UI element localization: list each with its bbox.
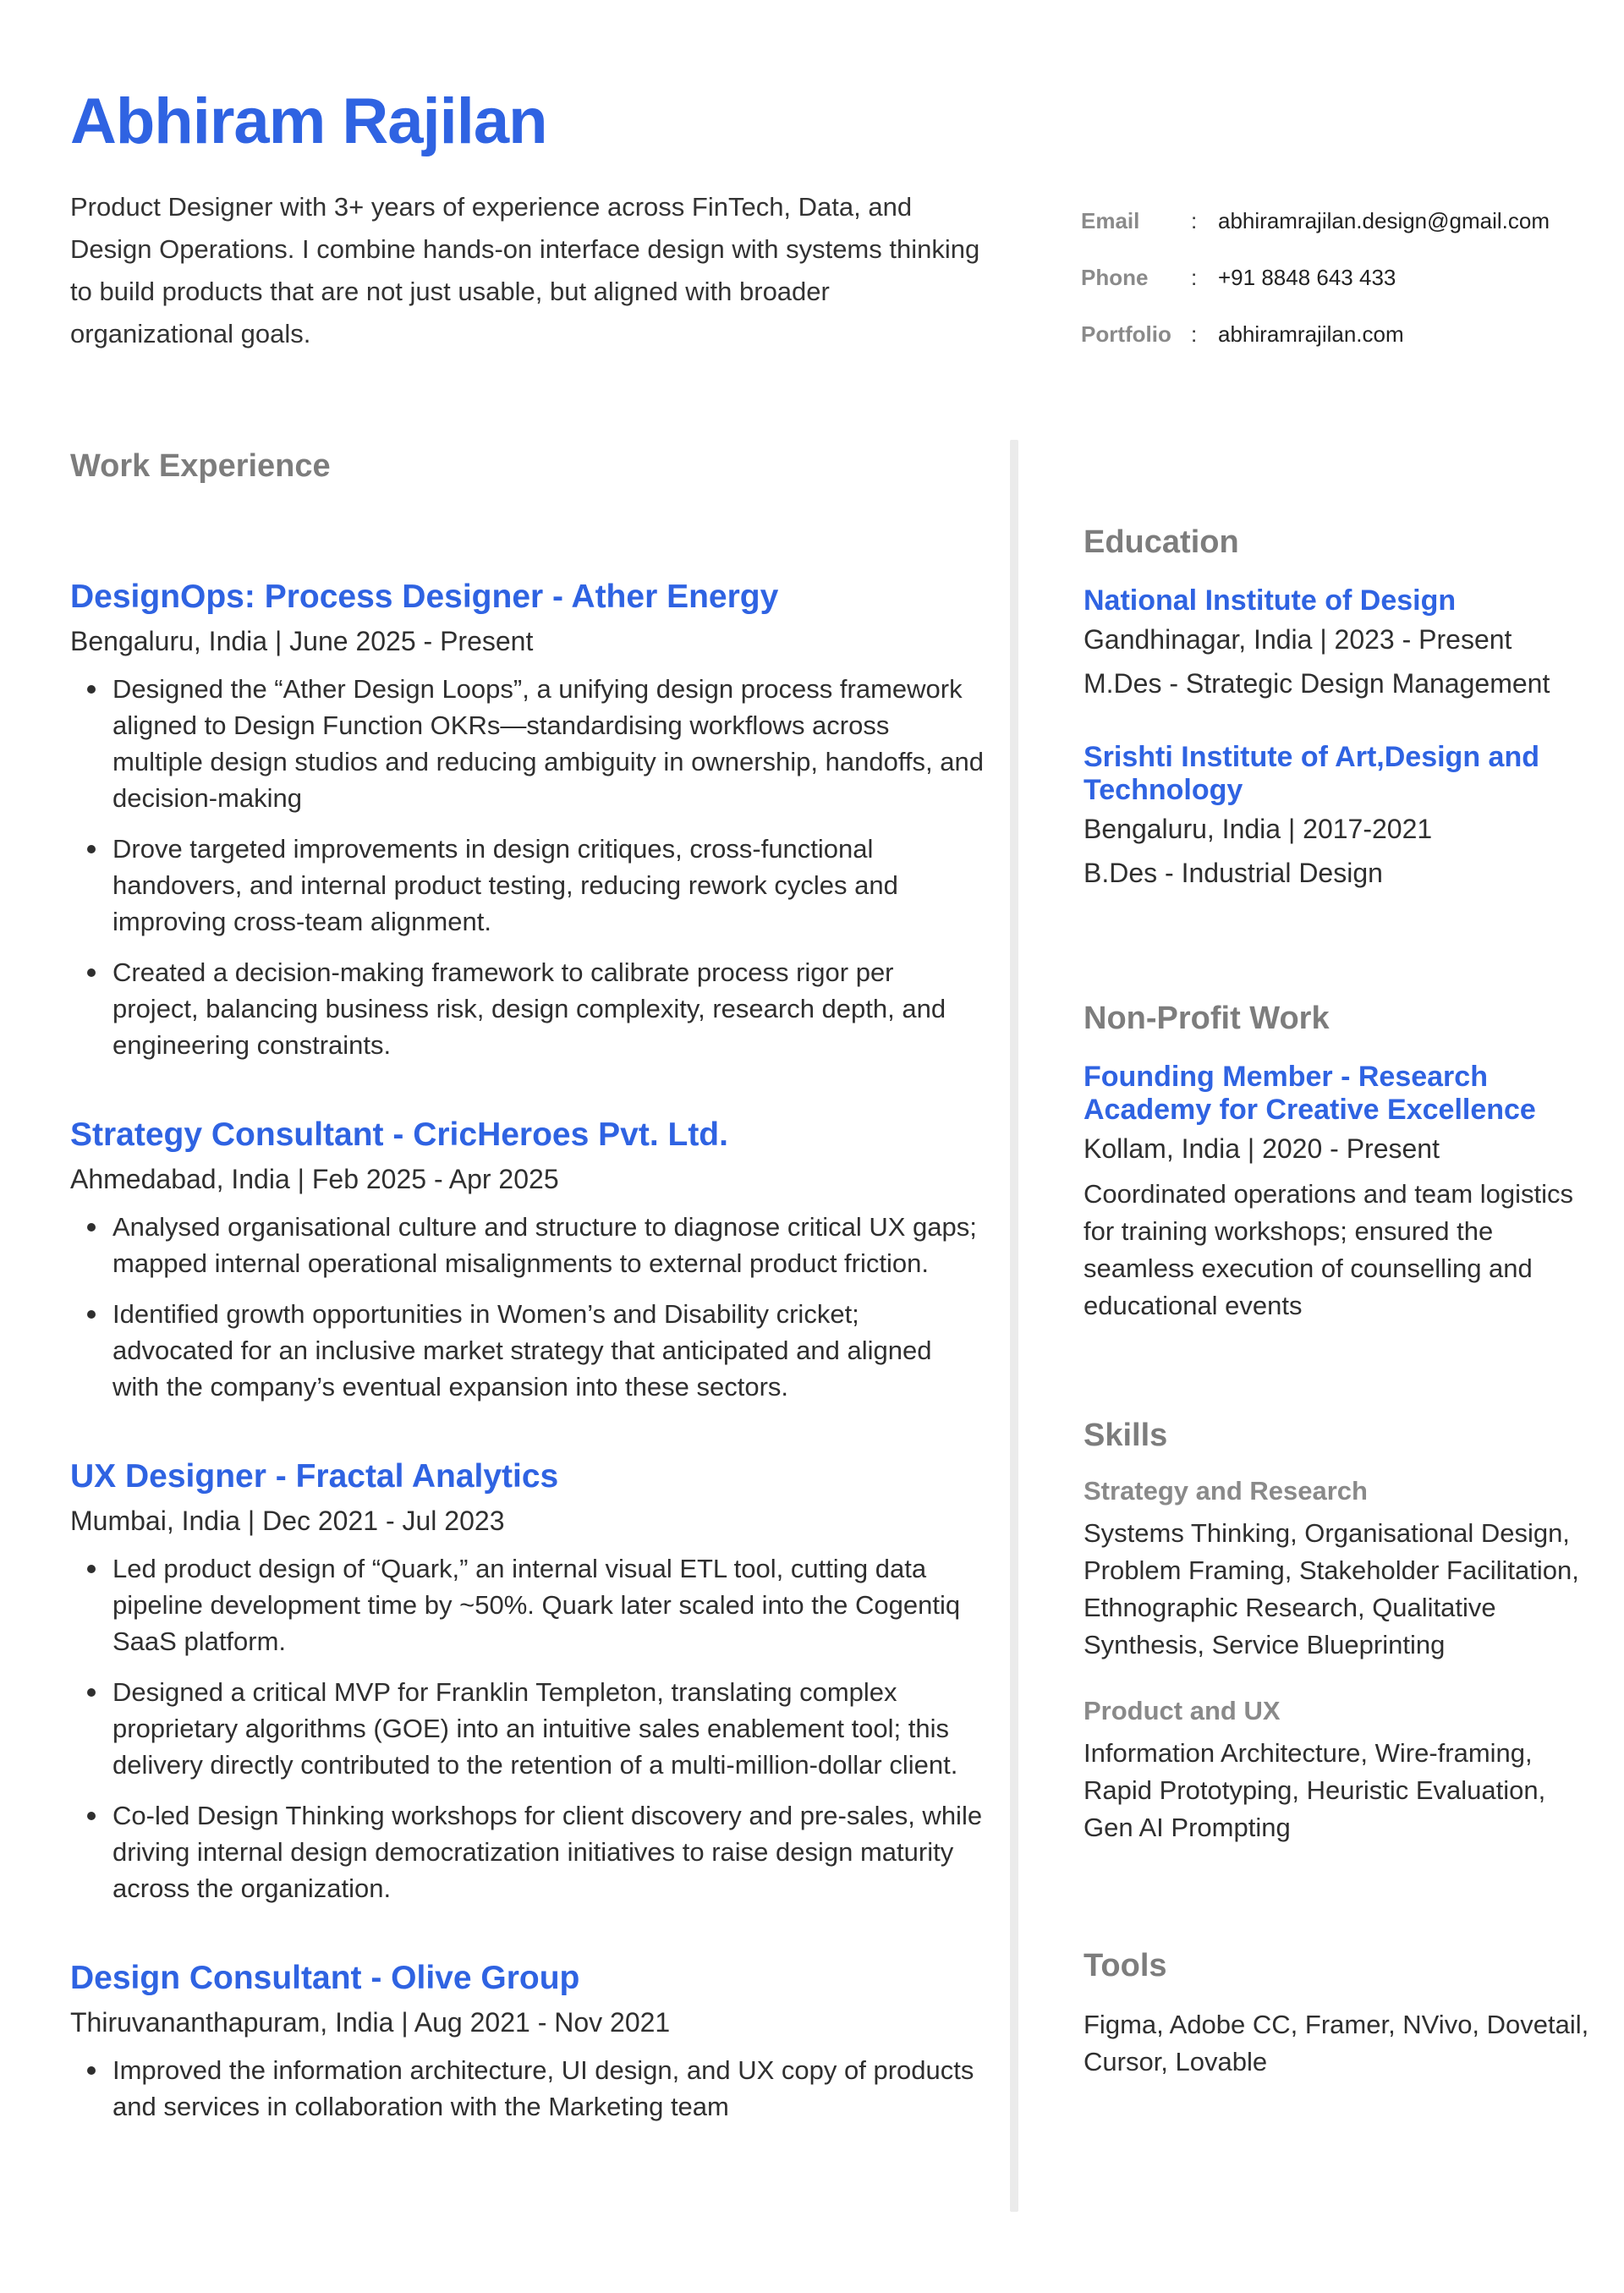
school-location-dates: Gandhinagar, India | 2023 - Present xyxy=(1084,624,1512,655)
column-divider xyxy=(1010,440,1018,2212)
job-bullets xyxy=(70,1550,984,1906)
separator: : xyxy=(1191,321,1198,347)
tools-list: Figma, Adobe CC, Framer, NVivo, Dovetail, Cursor, Lovable xyxy=(1084,2010,1589,2076)
work-experience-section xyxy=(70,448,984,2139)
job-bullets xyxy=(70,1209,984,1405)
job-entry xyxy=(70,1114,984,1405)
skill-group-label: Strategy and Research xyxy=(1084,1476,1368,1506)
bullet-item: Created a decision-making framework to calibrate process rigor per project, balancing business risk, design complexity, research depth, and engineering constraints. xyxy=(70,954,984,1063)
job-location-dates: Bengaluru, India | June 2025 - Present xyxy=(70,626,534,656)
bullet-item: Designed a critical MVP for Franklin Templeton, translating complex proprietary algorithms (GOE) into an intuitive sales enablement tool; this delivery directly contributed to the retention of a multi-million-dollar client. xyxy=(70,1674,984,1783)
job-title: DesignOps: Process Designer - Ather Energy xyxy=(70,579,779,615)
bullet-item: Improved the information architecture, UI design, and UX copy of products and services in collaboration with the Marketing team xyxy=(70,2052,984,2125)
bullet-item: Identified growth opportunities in Women’s and Disability cricket; advocated for an inclusive market strategy that anticipated and aligned with the company’s eventual expansion into these sectors. xyxy=(70,1296,984,1405)
tools-heading: Tools xyxy=(1084,1948,1167,1983)
skills-heading: Skills xyxy=(1084,1418,1168,1453)
sidebar-column xyxy=(1084,524,1591,2081)
bullet-item: Analysed organisational culture and structure to diagnose critical UX gaps; mapped internal operational misalignments to external product friction. xyxy=(70,1209,984,1281)
school-name: National Institute of Design xyxy=(1084,584,1457,617)
education-entry xyxy=(1084,741,1591,895)
job-location-dates: Thiruvananthapuram, India | Aug 2021 - Nov 2021 xyxy=(70,2007,671,2038)
contact-portfolio-row xyxy=(1081,306,1588,363)
bullet-item: Designed the “Ather Design Loops”, a unifying design process framework aligned to Design Function OKRs—standardising workflows across multiple design studios and reducing ambiguity in ownership, handoffs, and decision-making xyxy=(70,671,984,816)
school-name: Srishti Institute of Art,Design and Technology xyxy=(1084,741,1539,806)
education-entry xyxy=(1084,584,1591,705)
job-entry xyxy=(70,1456,984,1906)
work-experience-heading: Work Experience xyxy=(70,448,331,484)
skill-group-label: Product and UX xyxy=(1084,1696,1281,1725)
email-value[interactable]: abhiramrajilan.design@gmail.com xyxy=(1218,208,1550,233)
contact-email-row xyxy=(1081,193,1588,250)
nonprofit-location-dates: Kollam, India | 2020 - Present xyxy=(1084,1133,1440,1164)
skills-section xyxy=(1084,1418,1591,1846)
skill-group-items: Information Architecture, Wire-framing, Rapid Prototyping, Heuristic Evaluation, Gen AI Prompting xyxy=(1084,1738,1546,1842)
job-location-dates: Mumbai, India | Dec 2021 - Jul 2023 xyxy=(70,1506,505,1536)
portfolio-link[interactable]: abhiramrajilan.com xyxy=(1218,321,1404,347)
job-title: Design Consultant - Olive Group xyxy=(70,1960,580,1996)
degree: B.Des - Industrial Design xyxy=(1084,858,1383,888)
bullet-item: Drove targeted improvements in design critiques, cross-functional handovers, and internal product testing, reducing rework cycles and improving cross-team alignment. xyxy=(70,831,984,940)
job-bullets xyxy=(70,671,984,1063)
job-bullets xyxy=(70,2052,984,2125)
candidate-name: Abhiram Rajilan xyxy=(70,85,547,157)
job-title: UX Designer - Fractal Analytics xyxy=(70,1458,559,1495)
bullet-item: Led product design of “Quark,” an internal visual ETL tool, cutting data pipeline development time by ~50%. Quark later scaled into the Cogentiq SaaS platform. xyxy=(70,1550,984,1659)
nonprofit-section xyxy=(1084,1001,1591,1325)
bullet-item: Co-led Design Thinking workshops for client discovery and pre-sales, while driving internal design democratization initiatives to raise design maturity across the organization. xyxy=(70,1797,984,1906)
nonprofit-heading: Non-Profit Work xyxy=(1084,1001,1330,1036)
phone-value[interactable]: +91 8848 643 433 xyxy=(1218,265,1396,290)
job-location-dates: Ahmedabad, India | Feb 2025 - Apr 2025 xyxy=(70,1164,559,1194)
profile-summary: Product Designer with 3+ years of experience across FinTech, Data, and Design Operations. I combine hands-on interface design with systems thinking to build products that are not just usable, but aligned with broader organizational goals. xyxy=(70,192,980,348)
separator: : xyxy=(1191,208,1198,233)
contact-block xyxy=(1081,193,1588,363)
school-location-dates: Bengaluru, India | 2017-2021 xyxy=(1084,814,1433,844)
email-label: Email xyxy=(1081,208,1140,233)
phone-label: Phone xyxy=(1081,265,1149,290)
degree: M.Des - Strategic Design Management xyxy=(1084,668,1550,699)
tools-section xyxy=(1084,1948,1591,2081)
skill-group-items: Systems Thinking, Organisational Design, Problem Framing, Stakeholder Facilitation, Ethnographic Research, Qualitative Synthesis, Service Blueprinting xyxy=(1084,1518,1579,1659)
job-title: Strategy Consultant - CricHeroes Pvt. Ltd. xyxy=(70,1116,728,1153)
separator: : xyxy=(1191,265,1198,290)
contact-phone-row xyxy=(1081,250,1588,306)
nonprofit-role: Founding Member - Research Academy for Creative Excellence xyxy=(1084,1061,1536,1126)
nonprofit-description: Coordinated operations and team logistics for training workshops; ensured the seamless execution of counselling and educational events xyxy=(1084,1179,1574,1320)
job-entry xyxy=(70,1957,984,2125)
education-heading: Education xyxy=(1084,524,1239,560)
job-entry xyxy=(70,576,984,1063)
portfolio-label: Portfolio xyxy=(1081,321,1171,347)
education-section xyxy=(1084,524,1591,895)
